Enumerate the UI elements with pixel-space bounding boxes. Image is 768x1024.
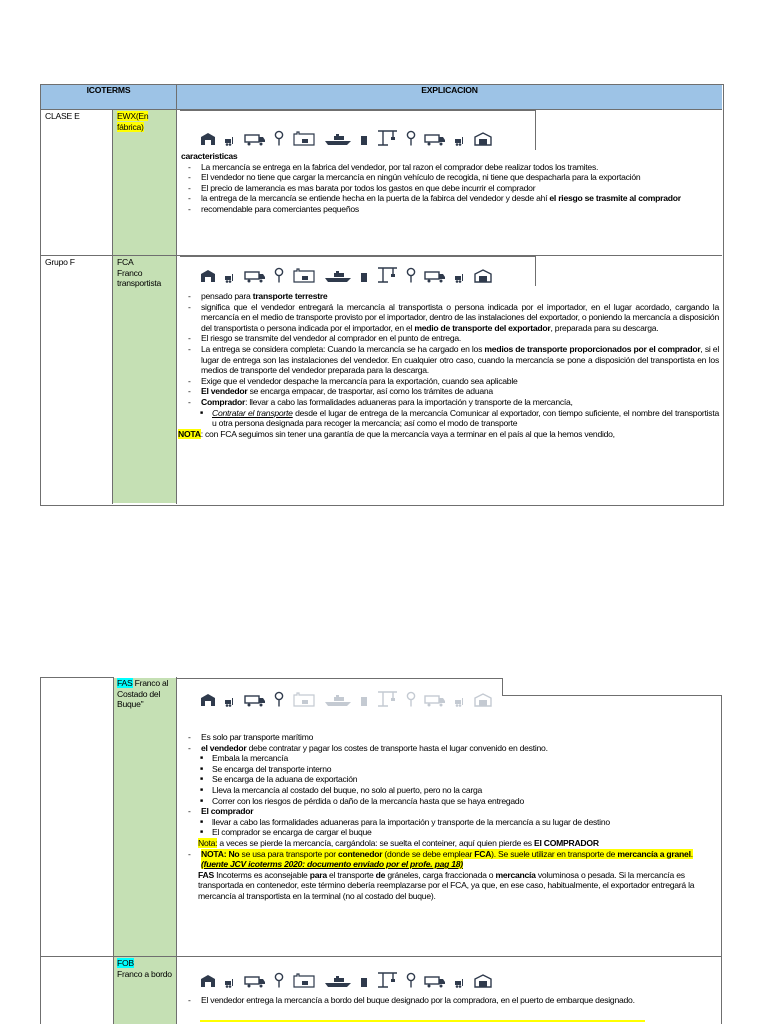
forklift-icon (224, 273, 236, 283)
code-label-fca (117, 257, 175, 289)
divider (176, 677, 177, 1024)
truck-icon (244, 134, 266, 146)
list-item: - el vendedor debe contratar y pagar los costes de transporte hasta el lugar convenido en destino. (181, 743, 719, 754)
list-item: - Comprador: llevar a cabo las formalidades aduaneras para la importación y transporte de la mercancía, (181, 397, 719, 408)
code-label-fob (117, 958, 175, 979)
terminal-icon (292, 130, 316, 146)
list-item: - El riesgo se transmite del vendedor al comprador en el punto de entrega. (181, 333, 719, 344)
pin-icon (406, 972, 416, 988)
list-item: ■ Lleva la mercancía al costado del buque, no solo al puerto, pero no la carga (181, 785, 719, 796)
warehouse-icon (474, 974, 492, 988)
truck-icon (424, 976, 446, 988)
factory-icon (200, 132, 216, 146)
fca-nota: NOTA: con FCA seguimos sin tener una garantía de que la mercancía vaya a terminar en el país al que la hemos vendido, (178, 428, 615, 439)
truck-icon (424, 134, 446, 146)
warehouse-icon (474, 269, 492, 283)
pin-icon (406, 130, 416, 146)
list-item: - Es solo par transporte marítimo (181, 732, 719, 743)
code-cell-fca (113, 256, 176, 503)
list-item: - El vendedor se encarga empacar, de trasportar, así como los trámites de aduana (181, 386, 719, 397)
table-header-icoterms (41, 85, 176, 109)
list-item: - pensado para transporte terrestre (181, 291, 719, 302)
list-item: ■ Se encarga de la aduana de exportación (181, 774, 719, 785)
incoterm-icon-strip-fas (200, 685, 510, 707)
factory-icon (200, 974, 216, 988)
divider (535, 256, 536, 286)
forklift-icon (454, 273, 466, 283)
crane-icon (376, 128, 398, 146)
forklift-icon (454, 978, 466, 988)
list-item: - recomendable para comerciantes pequeños (181, 204, 719, 215)
fob-explanation (181, 995, 719, 1006)
pin-icon (274, 130, 284, 146)
list-item: - El vendedor entrega la mercancía a bordo del buque designado por la compradora, en el puerto de embarque designado. (181, 995, 719, 1006)
divider (180, 256, 535, 257)
container-icon (360, 696, 368, 707)
truck-icon (424, 271, 446, 283)
caracteristicas-heading: caracteristicas (181, 151, 238, 161)
incoterm-icon-strip-fob (200, 966, 510, 988)
container-icon (360, 272, 368, 283)
code-fca: FCA (117, 257, 134, 267)
divider (721, 695, 722, 1024)
divider (40, 677, 41, 1024)
divider (502, 695, 722, 696)
header-explicacion-label: EXPLICACION (421, 85, 478, 95)
forklift-icon (224, 136, 236, 146)
divider (40, 677, 114, 678)
factory-icon (200, 693, 216, 707)
forklift-icon (224, 697, 236, 707)
incoterm-icon-strip-fca (200, 261, 510, 283)
truck-icon (244, 271, 266, 283)
incoterm-icon-strip-exw (200, 124, 510, 146)
truck-icon (424, 695, 446, 707)
bold-fragment: el riesgo se trasmite al comprador (549, 193, 681, 204)
list-item: - Exige que el vendedor despache la mercancía para la exportación, cuando sea aplicable (181, 376, 719, 387)
exw-explanation (181, 151, 719, 215)
fas-nota-1: Nota: a veces se pierde la mercancía, cargándola: se suelta el conteiner, aquí quien pierde es EI COMPRADOR (198, 837, 599, 848)
factory-icon (200, 269, 216, 283)
table-header-explicacion (177, 85, 722, 109)
forklift-icon (454, 136, 466, 146)
container-icon (360, 135, 368, 146)
list-item: - La mercancía se entrega en la fabrica del vendedor, por tal razon el comprador debe realizar todos los tramites. (181, 162, 719, 173)
list-item: ■ Contratar el transporte desde el lugar de entrega de la mercancía Comunicar al exportador, con tiempo suficiente, el nombre del transportista u otra persona designada para recoger la mercancía; así como el modo de transporte (181, 408, 719, 429)
list-item: - El comprador (181, 806, 719, 817)
pin-icon (406, 267, 416, 283)
list-item: ■ Se encarga del transporte interno (181, 764, 719, 775)
divider (180, 110, 535, 111)
code-exw-text: EWX(En fábrica) (117, 111, 149, 132)
list-item: ■ llevar a cabo las formalidades aduaneras para la importación y transporte de la mercancía a su lugar de destino (181, 817, 719, 828)
group-label-grupo-f: Grupo F (45, 257, 75, 267)
forklift-icon (224, 978, 236, 988)
terminal-icon (292, 972, 316, 988)
ship-icon (324, 271, 352, 283)
truck-icon (244, 695, 266, 707)
list-item: - La entrega se considera completa: Cuando la mercancía se ha cargado en los medios de transporte proporcionados por el comprador, si el lugar de entrega son las instalaciones del vendedor. En cualquier otro caso, cuando la mercancía se pone a disposición del transportista en los medios de transporte del vendedor preparada para la descarga. (181, 344, 719, 376)
pin-icon (274, 972, 284, 988)
list-item: - El precio de lamerancia es mas barata por todos los gastos en que debe incurrir el comprador (181, 183, 719, 194)
fas-paragraph: FAS Incoterms es aconsejable para el transporte de gráneles, carga fraccionada o mercancía voluminosa o pesada. Si la mercancía es transportada en contenedor, este término debería reemplazarse por el FCA, ya que, en ese caso, habitualmente, el exportador entregará la mercancía al transportista en la terminal (no al costado del buque). (198, 869, 695, 901)
forklift-icon (454, 697, 466, 707)
crane-icon (376, 689, 398, 707)
list-item: - la entrega de la mercancía se entiende hecha en la puerta de la fabirca del vendedor y desde ahí el riesgo se trasmite al comprador (181, 193, 719, 204)
code-fob-name: Franco a bordo (117, 968, 172, 979)
code-fca-name: Franco transportista (117, 267, 162, 289)
group-label-clase-e: CLASE E (45, 111, 80, 121)
list-item: ■ Embala la mercancía (181, 753, 719, 764)
code-label-fas (117, 678, 175, 710)
terminal-icon (292, 691, 316, 707)
code-fob-highlight: FOB (117, 958, 134, 968)
code-fas-name: Franco al Costado del Buque" (117, 678, 169, 710)
divider (535, 110, 536, 150)
fca-explanation (178, 291, 719, 439)
highlight-strip (200, 1020, 645, 1022)
fas-nota-2: - NOTA: No se usa para transporte por contenedor (donde se debe emplear FCA). Se suele utilizar en transporte de mercancía a granel. (fuente JCV icoterms 2020: documento enviado por el profe. pag 18) (181, 849, 719, 870)
code-label-exw (117, 111, 173, 132)
warehouse-icon (474, 132, 492, 146)
ship-icon (324, 695, 352, 707)
code-fas-highlight: FAS (117, 678, 133, 688)
truck-icon (244, 976, 266, 988)
pin-icon (274, 691, 284, 707)
divider (177, 678, 502, 679)
container-icon (360, 977, 368, 988)
list-item: - significa que el vendedor entregará la mercancía al transportista o persona indicada por el importador, en el lugar acordado, cargando la mercancía en el medio de transporte provisto por el importador, dentro de las instalaciones del exportador, o poniendo la mercancía a disposición del transportista o persona indicada por el importador, en el medio de transporte del exportador, preparada para su descarga. (181, 302, 719, 334)
pin-icon (406, 691, 416, 707)
fas-explanation (181, 732, 719, 902)
list-item: ■ El comprador se encarga de cargar el buque (181, 827, 719, 838)
list-item: - El vendedor no tiene que cargar la mercancía en ningún vehículo de recogida, ni tiene que despacharla para la exportación (181, 172, 719, 183)
warehouse-icon (474, 693, 492, 707)
ship-icon (324, 976, 352, 988)
list-item: ■ Correr con los riesgos de pérdida o daño de la mercancía hasta que se haya entregado (181, 796, 719, 807)
pin-icon (274, 267, 284, 283)
terminal-icon (292, 267, 316, 283)
crane-icon (376, 970, 398, 988)
crane-icon (376, 265, 398, 283)
ship-icon (324, 134, 352, 146)
code-cell-fas (114, 678, 176, 956)
divider (176, 85, 177, 504)
header-icoterms-label: ICOTERMS (86, 85, 131, 95)
